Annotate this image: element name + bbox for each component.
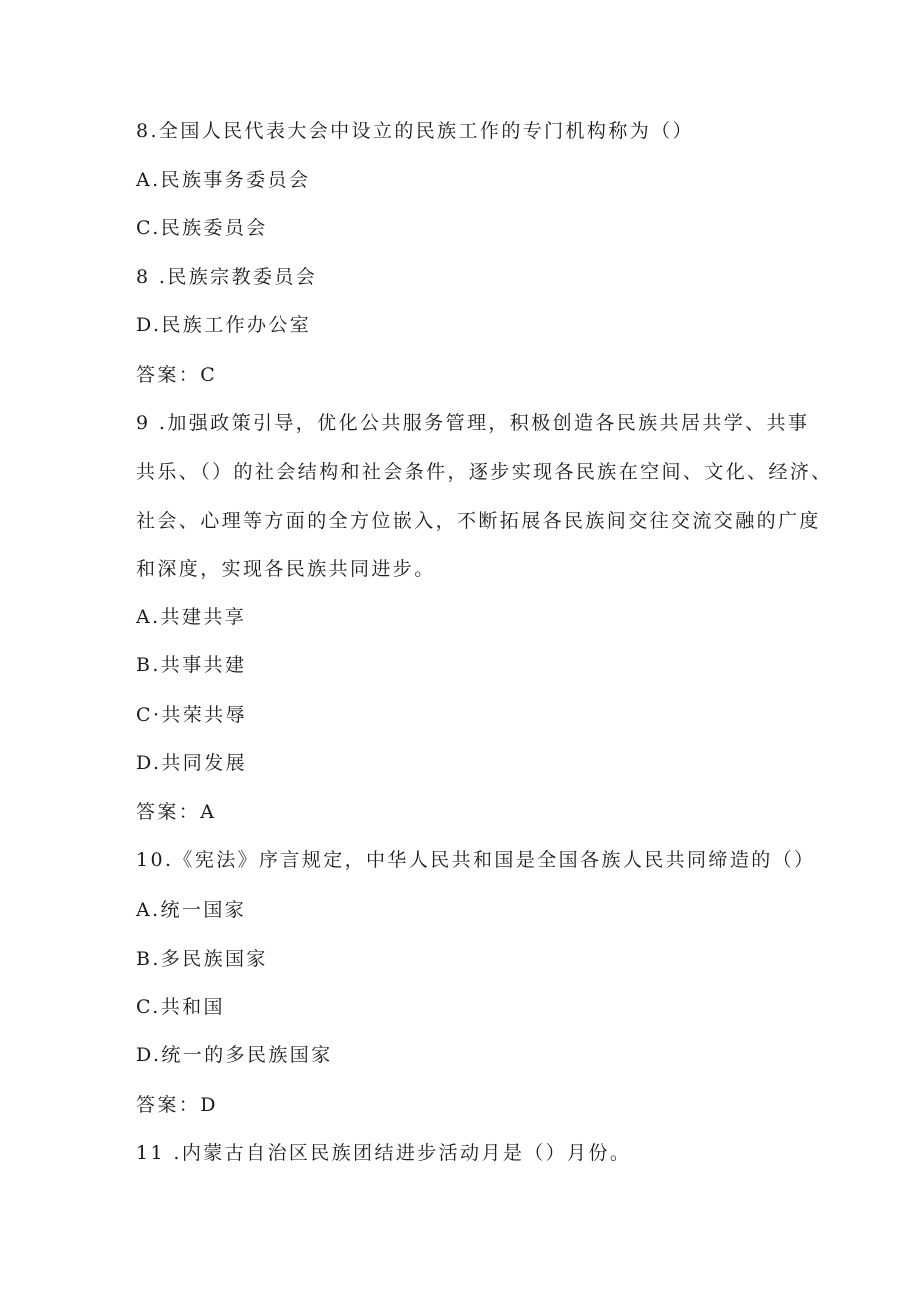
question-9-option-b: B.共事共建 <box>136 654 247 676</box>
question-8-option-d: D.民族工作办公室 <box>136 314 312 336</box>
question-10-answer: 答案：D <box>136 1094 218 1116</box>
question-9-option-d: D.共同发展 <box>136 752 247 774</box>
question-10-option-a: A.统一国家 <box>136 899 247 921</box>
question-9-text-line-3: 社会、心理等方面的全方位嵌入，不断拓展各民族间交往交流交融的广度 <box>136 510 821 532</box>
question-9-text-line-4: 和深度，实现各民族共同进步。 <box>136 558 436 580</box>
question-10-text: 10.《宪法》序言规定，中华人民共和国是全国各族人民共同缔造的（） <box>136 849 816 871</box>
question-9-text-line-2: 共乐、（）的社会结构和社会条件，逐步实现各民族在空间、文化、经济、 <box>136 461 833 483</box>
question-10-option-d: D.统一的多民族国家 <box>136 1044 333 1066</box>
question-8-text: 8.全国人民代表大会中设立的民族工作的专门机构称为（） <box>136 120 694 142</box>
question-8-option-a: A.民族事务委员会 <box>136 169 311 191</box>
question-9-text-line-1: 9 .加强政策引导，优化公共服务管理，积极创造各民族共居共学、共事 <box>136 412 810 434</box>
question-8-answer: 答案：C <box>136 364 218 386</box>
question-9-option-c: C·共荣共辱 <box>136 704 247 726</box>
question-9-answer: 答案：A <box>136 801 217 823</box>
question-8-option-c: C.民族委员会 <box>136 217 268 239</box>
question-8-option-b: 8 .民族宗教委员会 <box>136 266 318 288</box>
question-9-option-a: A.共建共享 <box>136 606 247 628</box>
question-11-text: 11 .内蒙古自治区民族团结进步活动月是（）月份。 <box>136 1142 632 1164</box>
question-10-option-c: C.共和国 <box>136 996 225 1018</box>
question-10-option-b: B.多民族国家 <box>136 948 268 970</box>
